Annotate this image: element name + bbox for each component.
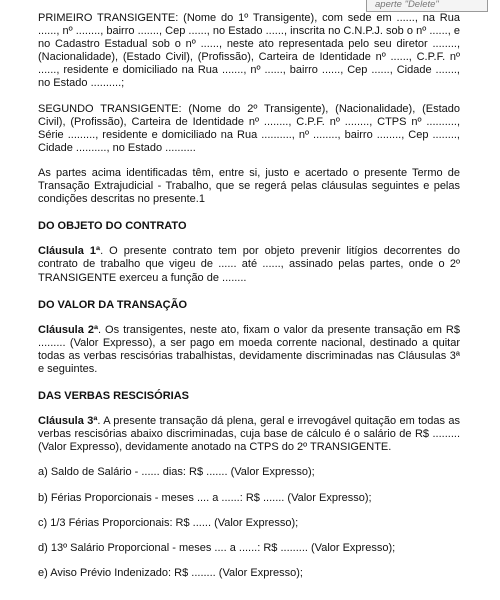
clause-2 bbox=[38, 324, 460, 376]
clause-1 bbox=[38, 245, 460, 284]
clause-2-text: . Os transigentes, neste ato, fixam o valor da presente transação em R$ ......... (Valor Expresso), a ser pago em moeda corrente nacional, destinado a quitar todas as verbas rescisórias trabalhistas, devidamente discriminadas nas Cláusulas 3ª e seguintes. bbox=[38, 323, 460, 375]
clause-1-label: Cláusula 1ª bbox=[38, 245, 101, 258]
clause-2-label: Cláusula 2ª bbox=[38, 323, 99, 336]
clause-3 bbox=[38, 415, 460, 454]
list-item: b) Férias Proporcionais - meses .... a ......: R$ ....... (Valor Expresso); bbox=[38, 491, 372, 504]
section-heading-verbas: DAS VERBAS RESCISÓRIAS bbox=[38, 390, 189, 403]
list-item: a) Saldo de Salário - ...... dias: R$ ....... (Valor Expresso); bbox=[38, 466, 315, 479]
second-party-paragraph: SEGUNDO TRANSIGENTE: (Nome do 2º Transigente), (Nacionalidade), (Estado Civil), (Profissão), Carteira de Identidade nº ........, C.P.F. nº ........, CTPS nº .........., Série ........., residente e domiciliado na Rua .........., nº ........, bairro ........, Cep ........, Cidade .........., no Estado .......... bbox=[38, 102, 460, 154]
intro-paragraph: As partes acima identificadas têm, entre si, justo e acertado o presente Termo de Transação Extrajudicial - Trabalho, que se regerá pelas cláusulas seguintes e pelas condições descritas no presente.1 bbox=[38, 166, 460, 206]
section-heading-objeto: DO OBJETO DO CONTRATO bbox=[38, 220, 187, 233]
contract-document bbox=[38, 12, 460, 580]
clause-3-label: Cláusula 3ª bbox=[38, 415, 98, 428]
delete-hint-box bbox=[366, 0, 488, 12]
first-party-paragraph: PRIMEIRO TRANSIGENTE: (Nome do 1º Transigente), com sede em ......, na Rua ......, nº ........, bairro ......., Cep ......, no Estado ......, inscrita no C.N.P.J. sob o nº ......, e no Cadastro Estadual sob o nº ......, neste ato representada pelo seu diretor ........, (Nacionalidade), (Estado Civil), (Profissão), Carteira de Identidade nº ......, C.P.F. nº ......, residente e domiciliado na Rua ......., nº ......, bairro ......, Cep ......, Cidade ......., no Estado ..........; bbox=[38, 12, 460, 90]
list-item: d) 13º Salário Proporcional - meses .... a ......: R$ ......... (Valor Expresso); bbox=[38, 541, 396, 554]
clause-3-text: . A presente transação dá plena, geral e irrevogável quitação em todas as verbas rescisórias abaixo discriminadas, cuja base de cálculo é o salário de R$ ......... (Valor Expresso), devidamente anotado na CTPS do 2º TRANSIGENTE. bbox=[38, 415, 461, 454]
list-item: e) Aviso Prévio Indenizado: R$ ........ (Valor Expresso); bbox=[38, 566, 303, 579]
list-item: c) 1/3 Férias Proporcionais: R$ ...... (Valor Expresso); bbox=[38, 516, 299, 529]
delete-hint-text: aperte "Delete" bbox=[375, 0, 439, 10]
clause-1-text: . O presente contrato tem por objeto prevenir litígios decorrentes do contrato de trabalho que vigeu de ...... até ......, assinado pelas partes, onde o 2º TRANSIGENTE exerceu a função de ........ bbox=[38, 245, 460, 284]
section-heading-valor: DO VALOR DA TRANSAÇÃO bbox=[38, 298, 188, 311]
